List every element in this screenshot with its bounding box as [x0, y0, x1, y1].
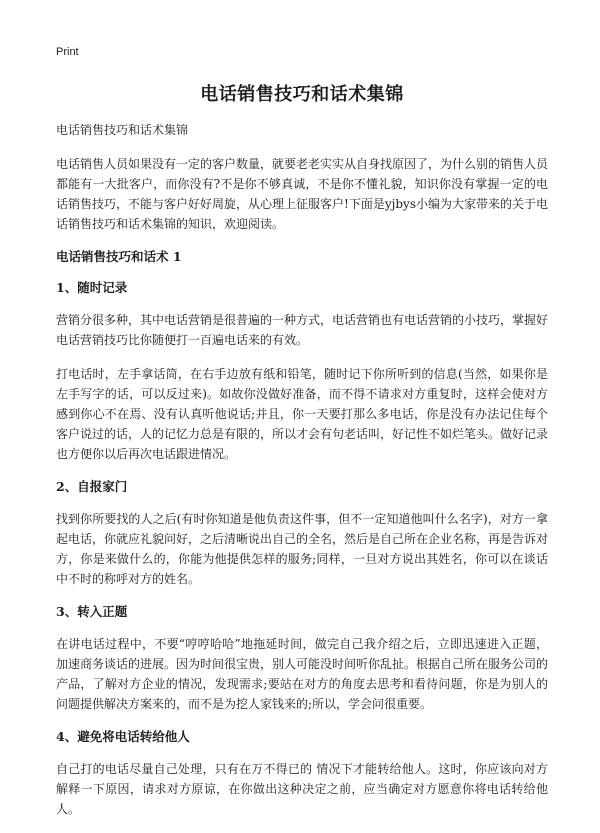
print-link[interactable]: Print: [56, 46, 79, 58]
section-paragraph: 打电话时，左手拿话筒，在右手边放有纸和铅笔，随时记下你所听到的信息(当然，如果你是左手写字的话，可以反过来)。如故你没做好准备，而不得不请求对方重复时，这样会使对方感到你心不在焉、没有认真听他说话;并且，你一天要打那么多电话，你是没有办法记住每个客户说过的话，人的记忆力总是有限的，所以才会有句老话叫，好记性不如烂笔头。做好记录也方便你以后再次电话跟进情况。: [56, 367, 549, 461]
section-paragraph: 在讲电话过程中，不要“哼哼哈哈”地拖延时间，做完自己我介绍之后，立即迅速进入正题，加速商务谈话的进展。因为时间很宝贵，别人可能没时间听你乱扯。根据自己所在服务公司的产品，了解对方企业的情况，发现需求;要站在对方的角度去思考和看待问题，你是为别人的问题提供解决方案来的，而不是为挖人家钱来的;所以，学会问很重要。: [56, 637, 549, 711]
section-heading: 1、随时记录: [56, 280, 128, 295]
part-heading: 电话销售技巧和话术 1: [56, 249, 182, 264]
article-title: 电话销售技巧和话术集锦: [200, 84, 404, 105]
intro-paragraph: 电话销售人员如果没有一定的客户数量，就要老老实实从自身找原因了，为什么别的销售人员都能有一大批客户，而你没有?不是你不够真诚，不是你不懂礼貌，知识你没有掌握一定的电话销售技巧，不能与客户好好周旋，从心理上征服客户!下面是yjbys小编为大家带来的关于电话销售技巧和话术集锦的知识，欢迎阅读。: [56, 157, 549, 231]
section-paragraph: 营销分很多种，其中电话营销是很普遍的一种方式，电话营销也有电话营销的小技巧，掌握好电话营销技巧比你随便打一百遍电话来的有效。: [56, 313, 549, 347]
section-paragraph: 找到你所要找的人之后(有时你知道是他负责这件事，但不一定知道他叫什么名字)，对方一拿起电话，你就应礼貌问好，之后清晰说出自己的全名，然后是自己所在企业名称，再是告诉对方，你是来做什么的，你能为他提供怎样的服务;同样，一旦对方说出其姓名，你可以在谈话中不时的称呼对方的姓名。: [56, 512, 549, 586]
article-body: [56, 120, 548, 833]
section-heading: 2、自报家门: [56, 479, 128, 494]
section-heading: 3、转入正题: [56, 604, 128, 619]
article-subtitle: 电话销售技巧和话术集锦: [56, 123, 189, 137]
section-paragraph: 自己打的电话尽量自己处理，只有在万不得已的 情况下才能转给他人。这时，你应该向对方解释一下原因，请求对方原谅，在你做出这种决定之前，应当确定对方愿意你将电话转给他人。: [56, 762, 548, 816]
section-heading: 4、避免将电话转给他人: [56, 729, 190, 744]
